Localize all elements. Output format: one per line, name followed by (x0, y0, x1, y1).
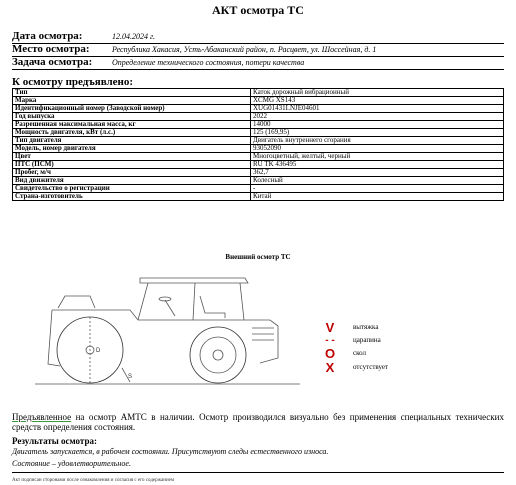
spec-key: Пробег, м/ч (13, 169, 251, 177)
legend-symbol-scratch: - - (325, 335, 335, 346)
cabin-pillar (193, 283, 195, 320)
spec-value: XCMG XS143 (251, 97, 504, 105)
spec-row (13, 185, 504, 193)
divider (12, 472, 504, 473)
spec-value: 14000 (251, 121, 504, 129)
spec-row (13, 113, 504, 121)
spec-value: Многоцветный, желтый, черный (251, 153, 504, 161)
legend-text-chip: скол (353, 349, 367, 357)
rear-hub (213, 350, 223, 360)
road-roller-diagram (30, 268, 305, 388)
spec-value: XUG01431LNJE04601 (251, 105, 504, 113)
cabin-pillar (138, 283, 148, 320)
legend-text-missing: отсутствует (353, 363, 389, 371)
legend-symbol-missing: X (325, 360, 335, 375)
spec-row (13, 169, 504, 177)
spec-key: Год выпуска (13, 113, 251, 121)
clearance-label: S (128, 374, 133, 380)
inspection-task-label: Задача осмотра: (12, 56, 93, 68)
spec-value: 2022 (251, 113, 504, 121)
spec-key: Мощность двигателя, кВт (л.с.) (13, 129, 251, 137)
spec-value: 125 (169,95) (251, 129, 504, 137)
spec-value: Каток дорожный вибрационный (251, 89, 504, 97)
spec-row (13, 161, 504, 169)
results-title: Результаты осмотра: (12, 436, 97, 446)
legend-symbol-dent: V (325, 320, 335, 335)
spec-row (13, 129, 504, 137)
inspection-paragraph (12, 412, 504, 432)
inspection-place-value: Республика Хакасия, Усть-Абаканский район, п. Расцвет, ул. Шоссейная, д. 1 (112, 45, 377, 54)
spec-key: Идентификационный номер (Заводской номер) (13, 105, 251, 113)
seat (200, 296, 225, 318)
intro-text: на осмотр АМТС в наличии. Осмотр производился визуально без применения специальных технических средств определения состояния. (12, 412, 504, 432)
cabin-roof (140, 278, 248, 283)
vehicle-spec-table (12, 88, 504, 201)
spec-row (13, 153, 504, 161)
spec-row (13, 97, 504, 105)
spec-value: RU TK 436495 (251, 161, 504, 169)
spec-value: - (251, 185, 504, 193)
legend-text-scratch: царапина (353, 336, 381, 344)
spec-key: Свидетельство о регистрации (13, 185, 251, 193)
spec-key: Разрешенная максимальная масса, кг (13, 121, 251, 129)
spec-row (13, 193, 504, 201)
spec-row (13, 121, 504, 129)
spec-key: Тип двигателя (13, 137, 251, 145)
spec-key: Модель, номер двигателя (13, 145, 251, 153)
inspection-date-value: 12.04.2024 г. (112, 32, 156, 41)
rear-wheel (190, 327, 246, 383)
spec-key: Страна-изготовитель (13, 193, 251, 201)
spec-key: Марка (13, 97, 251, 105)
legend-text-dent: вытяжка (353, 323, 379, 331)
spec-row (13, 105, 504, 113)
spec-value: Китай (251, 193, 504, 201)
spec-key: Тип (13, 89, 251, 97)
spec-row (13, 89, 504, 97)
spec-value: Колесный (251, 177, 504, 185)
inspection-task-value: Определение технического состояния, потери качества (112, 58, 305, 67)
document-title: АКТ осмотра ТС (212, 3, 304, 17)
section-title: К осмотру предъявлено: (12, 76, 134, 88)
rear-rim (200, 337, 236, 373)
spec-value: Двигатель внутреннего сгорания (251, 137, 504, 145)
cabin-pillar (240, 283, 244, 320)
intro-word: Предъявленное (12, 412, 72, 422)
spec-value: 93052090 (251, 145, 504, 153)
steering-column (165, 300, 175, 316)
results-line-2: Состояние – удовлетворительное. (12, 459, 131, 468)
results-line-1: Двигатель запускается, в рабочем состоянии. Присутствуют следы естественного износа. (12, 447, 329, 456)
spec-row (13, 145, 504, 153)
spec-value: 362,7 (251, 169, 504, 177)
inspection-date-label: Дата осмотра: (12, 30, 83, 42)
diameter-label: D (96, 348, 101, 354)
front-frame-top (58, 296, 95, 308)
spec-key: Вид движителя (13, 177, 251, 185)
legend-symbol-chip: O (324, 346, 336, 361)
spec-row (13, 177, 504, 185)
spec-key: ПТС (ПСМ) (13, 161, 251, 169)
spec-key: Цвет (13, 153, 251, 161)
inspection-place-label: Место осмотра: (12, 43, 90, 55)
divider (12, 69, 504, 70)
spec-row (13, 137, 504, 145)
exterior-inspection-title: Внешний осмотр ТС (225, 253, 291, 261)
footer-note: Акт подписан сторонами после ознакомления и согласия с его содержанием (12, 478, 175, 483)
